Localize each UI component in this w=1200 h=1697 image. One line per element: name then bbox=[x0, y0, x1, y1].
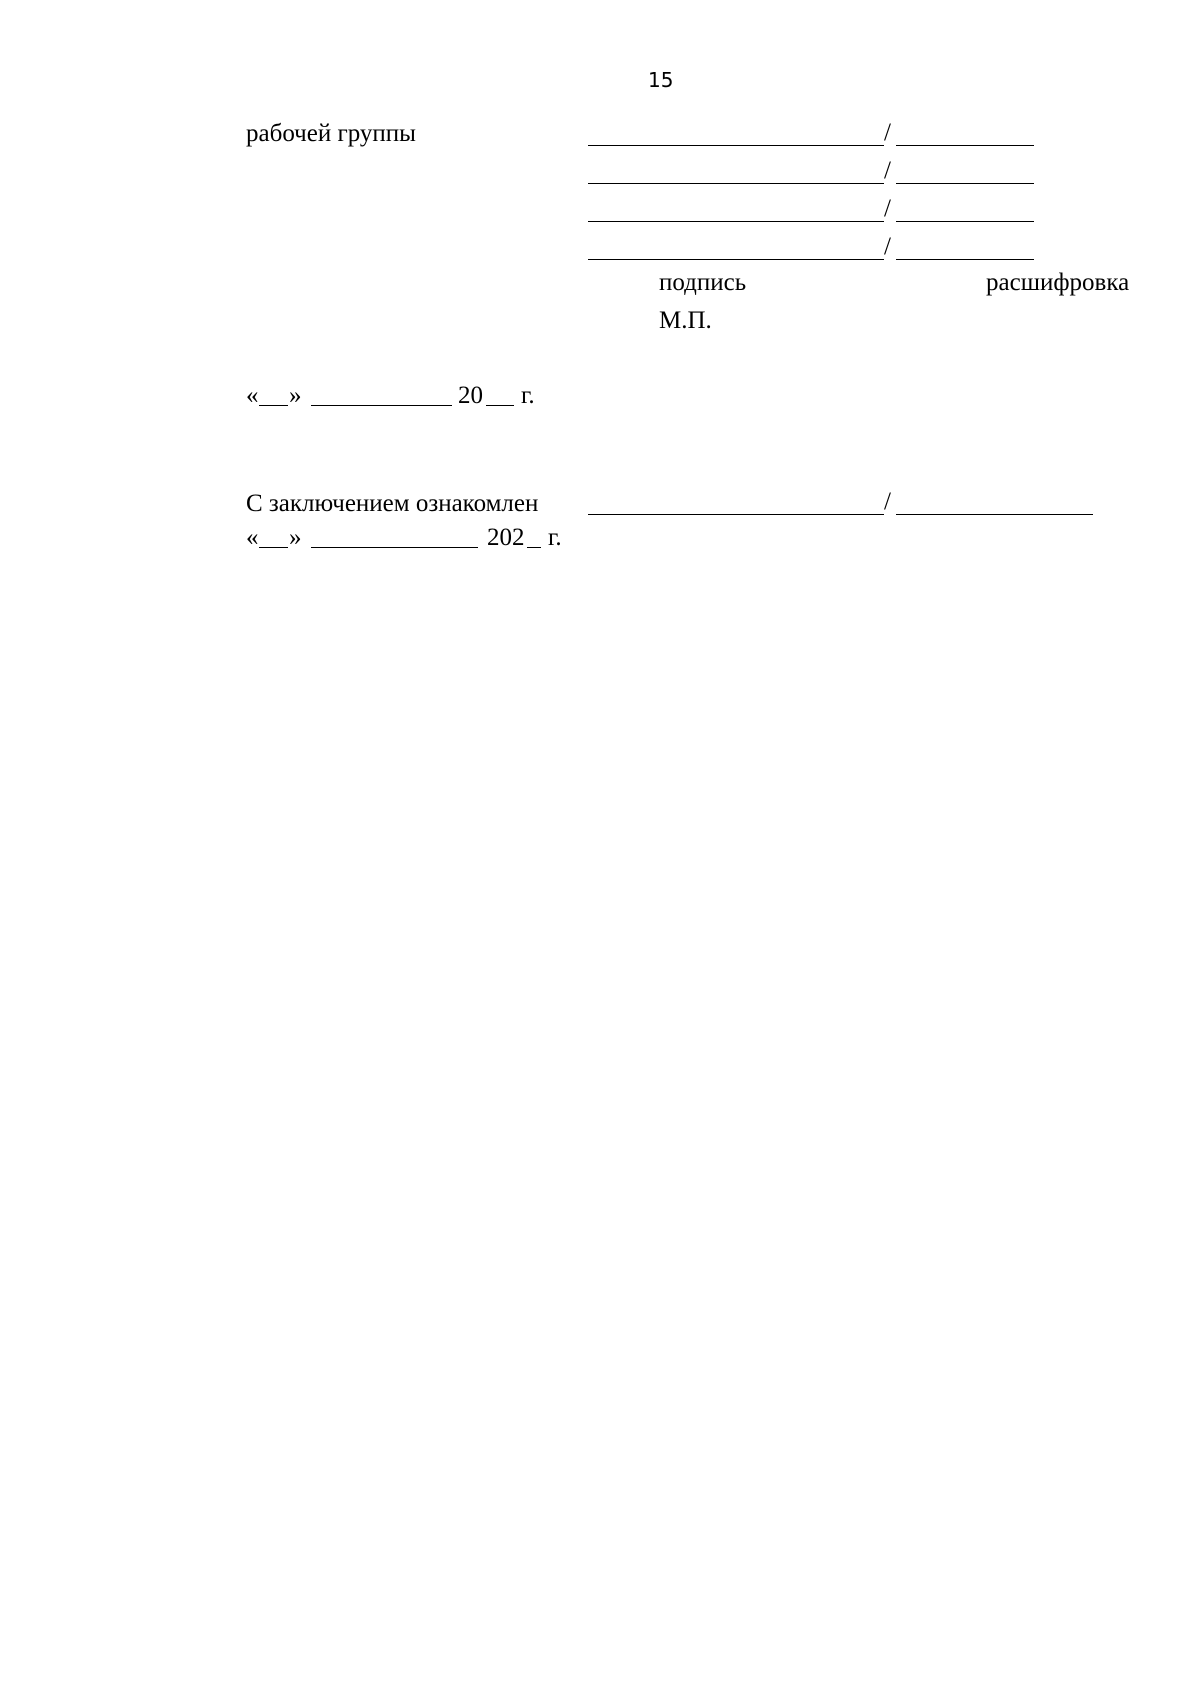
year-suffix: г. bbox=[548, 524, 562, 551]
year-blank bbox=[527, 547, 541, 548]
caption-signature: подпись bbox=[659, 269, 747, 296]
acknowledgement-label: С заключением ознакомлен bbox=[246, 490, 539, 517]
date-close-quote: » bbox=[289, 524, 302, 551]
year-blank bbox=[486, 405, 514, 406]
acknowledgement-separator: / bbox=[884, 488, 891, 515]
decoding-line bbox=[896, 145, 1034, 146]
decoding-line bbox=[896, 259, 1034, 260]
decoding-line bbox=[896, 221, 1034, 222]
seal-label: М.П. bbox=[659, 307, 712, 334]
year-prefix: 202 bbox=[487, 524, 525, 551]
caption-decoding: расшифровка bbox=[986, 269, 1130, 296]
signature-separator: / bbox=[884, 119, 891, 146]
acknowledgement-signature-line bbox=[588, 514, 884, 515]
signature-separator: / bbox=[884, 195, 891, 222]
year-prefix: 20 bbox=[458, 382, 483, 409]
decoding-line bbox=[896, 183, 1034, 184]
month-blank bbox=[311, 547, 478, 548]
date-close-quote: » bbox=[289, 382, 302, 409]
role-label: рабочей группы bbox=[246, 120, 416, 147]
signature-separator: / bbox=[884, 233, 891, 260]
acknowledgement-decoding-line bbox=[896, 514, 1093, 515]
date-open-quote: « bbox=[246, 382, 259, 409]
day-blank bbox=[259, 547, 288, 548]
signature-line bbox=[588, 221, 884, 222]
year-suffix: г. bbox=[521, 382, 535, 409]
date-open-quote: « bbox=[246, 524, 259, 551]
signature-line bbox=[588, 259, 884, 260]
signature-separator: / bbox=[884, 157, 891, 184]
day-blank bbox=[259, 405, 288, 406]
signature-line bbox=[588, 183, 884, 184]
month-blank bbox=[311, 405, 452, 406]
page-number: 15 bbox=[648, 68, 674, 92]
signature-line bbox=[588, 145, 884, 146]
